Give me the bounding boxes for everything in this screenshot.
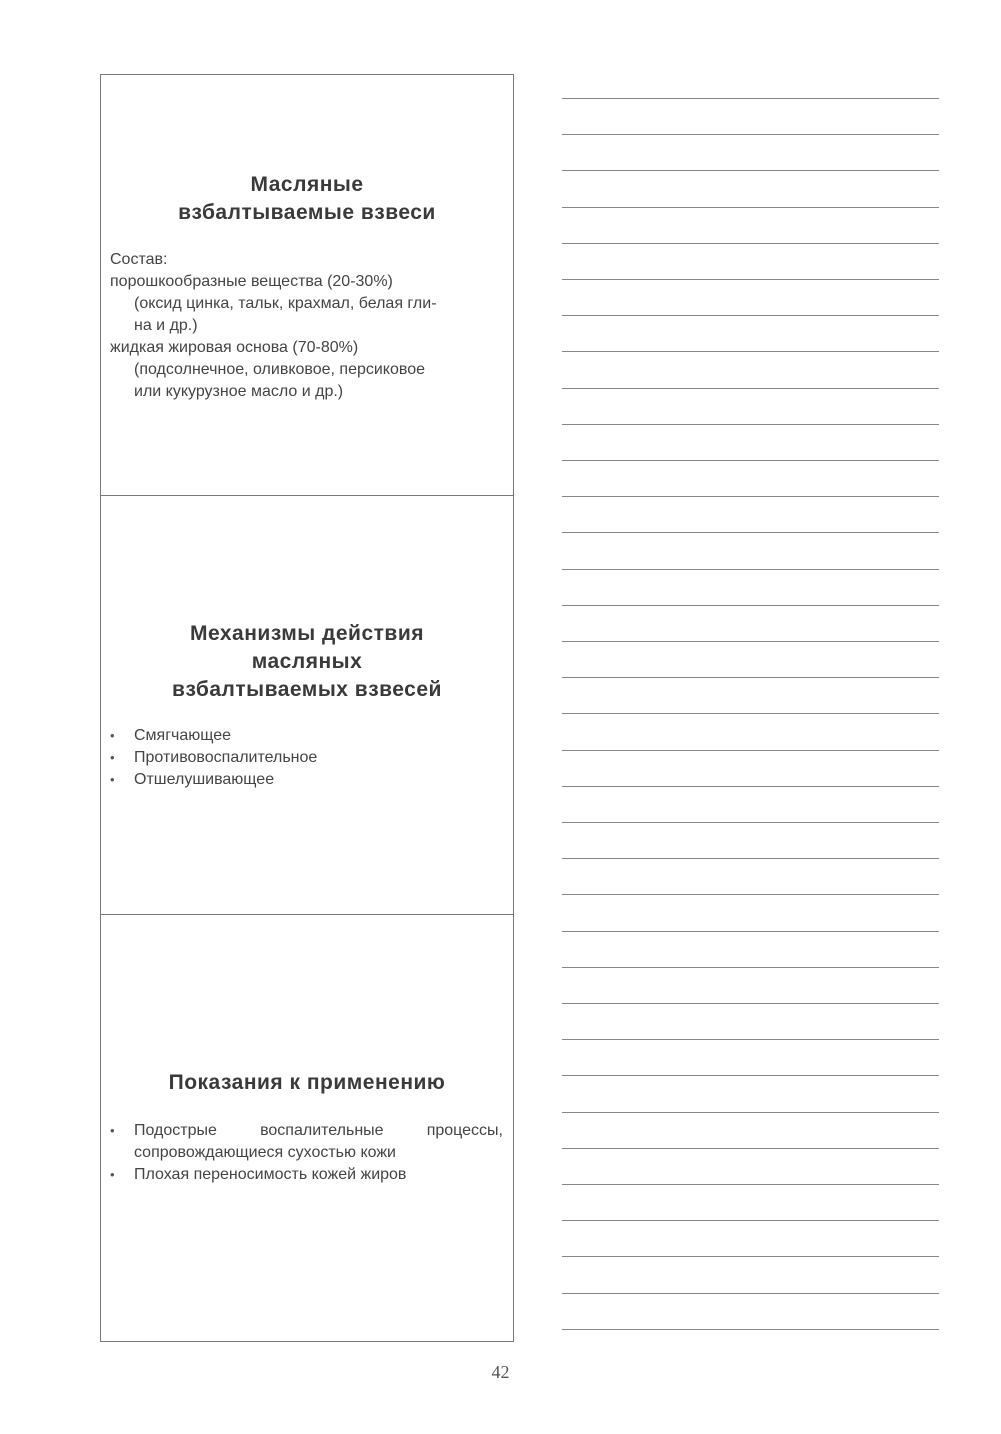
composition-item: порошкообразные вещества (20-30%) (110, 273, 393, 290)
indications-list-wrap (110, 1120, 503, 1186)
slide-title-line: Масляные (250, 173, 364, 196)
composition-item-detail: или кукурузное масло и др.) (134, 383, 344, 400)
slide-title-line: взбалтываемых взвесей (172, 678, 442, 701)
note-line (562, 931, 939, 932)
note-line (562, 1039, 939, 1040)
composition-block (110, 249, 503, 403)
slide-title (101, 620, 513, 704)
note-line (562, 858, 939, 859)
list-item: • Противовоспалительное (110, 747, 503, 769)
note-line (562, 460, 939, 461)
note-line (562, 170, 939, 171)
composition-item: жидкая жировая основа (70-80%) (110, 339, 359, 356)
slide-mechanisms (101, 496, 513, 915)
slide-title-line: Показания к применению (168, 1071, 446, 1094)
note-line (562, 605, 939, 606)
slide-title-line: масляных (251, 650, 363, 673)
note-line (562, 279, 939, 280)
note-line (562, 1075, 939, 1076)
note-line (562, 1184, 939, 1185)
composition-label: Состав: (110, 251, 168, 268)
note-line (562, 1003, 939, 1004)
slide-title (101, 171, 513, 227)
note-line (562, 496, 939, 497)
notes-lines (562, 0, 939, 1434)
mechanisms-list (110, 725, 503, 791)
slide-indications (101, 915, 513, 1341)
note-line (562, 388, 939, 389)
composition-item-detail: (оксид цинка, тальк, крахмал, белая гли- (134, 295, 437, 312)
mechanisms-list-wrap (110, 725, 503, 791)
slide-title (101, 1069, 513, 1097)
note-line (562, 1293, 939, 1294)
composition-item-detail: (подсолнечное, оливковое, персиковое (134, 361, 425, 378)
note-line (562, 98, 939, 99)
slides-column (100, 74, 514, 1342)
note-line (562, 822, 939, 823)
note-line (562, 750, 939, 751)
composition-item-detail: на и др.) (134, 317, 198, 334)
list-item: • Плохая переносимость кожей жиров (110, 1164, 503, 1186)
note-line (562, 1329, 939, 1330)
slide-title-line: взбалтываемые взвеси (178, 201, 436, 224)
note-line (562, 967, 939, 968)
note-line (562, 569, 939, 570)
list-item: • Смягчающее (110, 725, 503, 747)
note-line (562, 641, 939, 642)
indications-list (110, 1120, 503, 1186)
note-line (562, 1148, 939, 1149)
note-line (562, 134, 939, 135)
list-item: • Отшелушивающее (110, 769, 503, 791)
list-item: • Подострые воспалительные процессы, сопровождающиеся сухостью кожи (110, 1120, 503, 1164)
note-line (562, 1256, 939, 1257)
note-line (562, 677, 939, 678)
note-line (562, 1112, 939, 1113)
note-line (562, 894, 939, 895)
note-line (562, 351, 939, 352)
slide-title-line: Механизмы действия (189, 622, 425, 645)
note-line (562, 786, 939, 787)
note-line (562, 424, 939, 425)
note-line (562, 315, 939, 316)
note-line (562, 207, 939, 208)
note-line (562, 1220, 939, 1221)
page-number: 42 (491, 1362, 510, 1382)
note-line (562, 713, 939, 714)
note-line (562, 243, 939, 244)
slide-oily-suspensions (101, 75, 513, 496)
note-line (562, 532, 939, 533)
